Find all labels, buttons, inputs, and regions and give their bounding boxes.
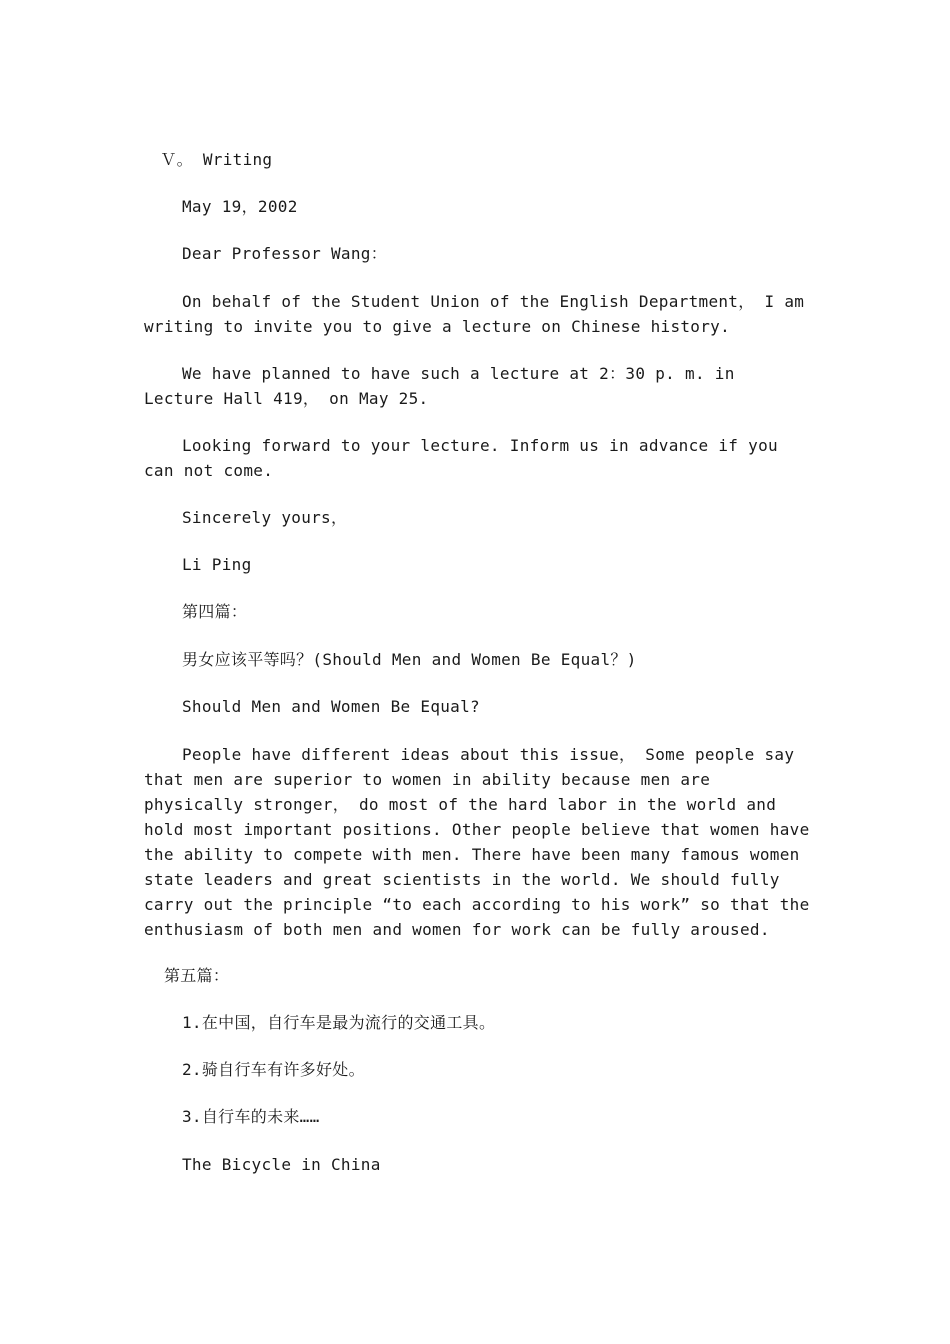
letter-date: May 19，2002 [182,197,298,216]
essay-four-body: People have different ideas about this issue， Some people say that men are superior to women in ability because men are physically stronger， do most of the hard labor in the world and hold most important positions. Other people believe that women have the ability to compete with men. There have been many famous women state leaders and great scientists in the world. We should fully carry out the principle “to each according to his work” so that the enthusiasm of both men and women for work can be fully aroused. [144,745,820,939]
essay-five-outline-item: 1.在中国，自行车是最为流行的交通工具。 [182,1013,496,1032]
essay-four-prompt: 男女应该平等吗？(Should Men and Women Be Equal？) [182,650,637,669]
letter-signature: Li Ping [182,555,252,574]
letter-paragraph-3: Looking forward to your lecture. Inform us in advance if you can not come. [144,436,788,480]
essay-five-label: 第五篇： [164,966,230,985]
essay-five-outline-item: 3.自行车的未来…… [182,1107,320,1126]
letter-closing: Sincerely yours， [182,508,348,527]
essay-five-title: The Bicycle in China [182,1155,381,1174]
letter-salutation: Dear Professor Wang： [182,244,388,263]
essay-four-label: 第四篇： [182,602,248,621]
essay-five-outline-item: 2.骑自行车有许多好处。 [182,1060,365,1079]
letter-paragraph-2: We have planned to have such a lecture at 2：30 p. m. in Lecture Hall 419， on May 25. [144,364,745,408]
letter-paragraph-1: On behalf of the Student Union of the English Department， I am writing to invite you to give a lecture on Chinese history. [144,292,815,336]
section-heading: Ｖ。 Writing [144,150,273,169]
essay-four-title: Should Men and Women Be Equal? [182,697,480,716]
